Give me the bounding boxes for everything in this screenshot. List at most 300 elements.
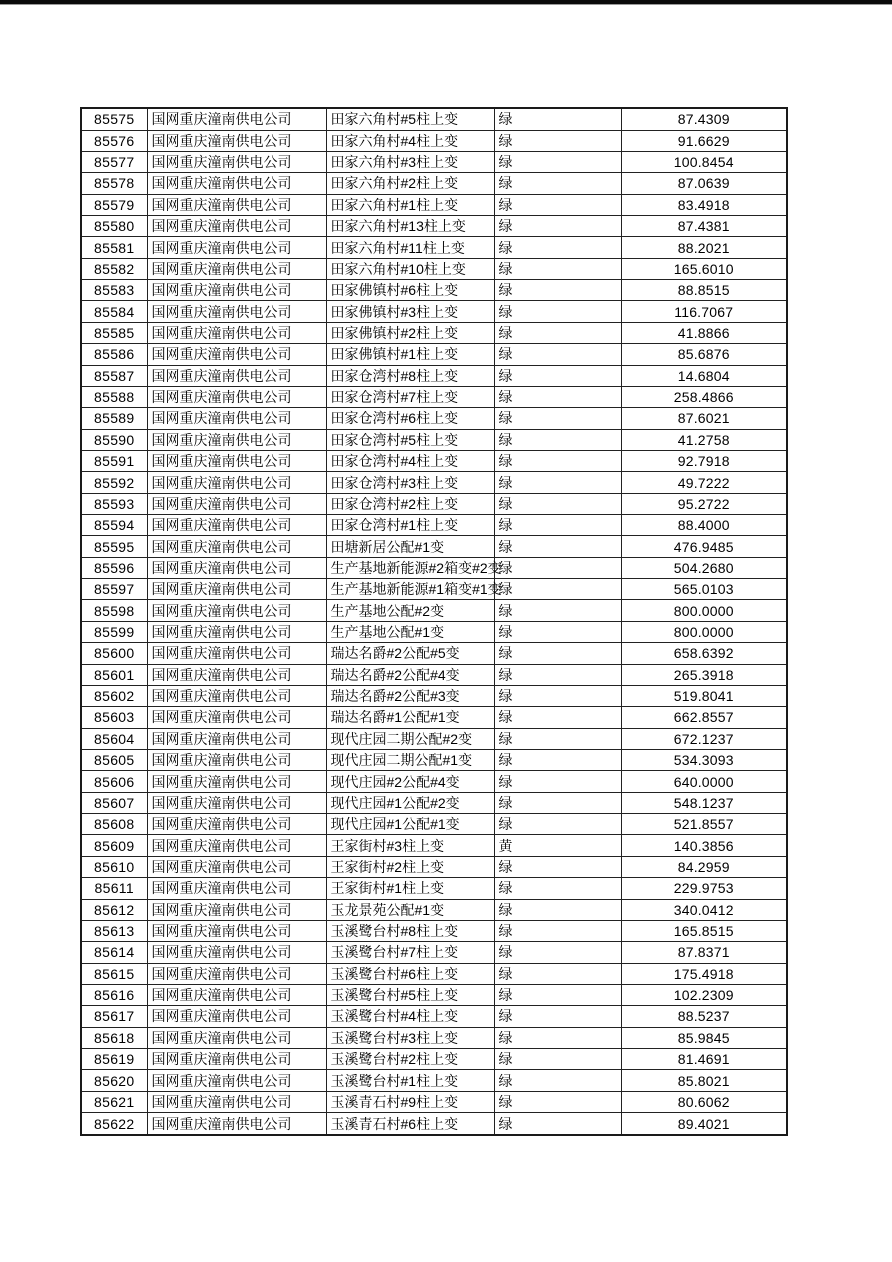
status-cell: 绿	[494, 856, 621, 877]
device-name-text: 玉溪鹭台村#5柱上变	[330, 987, 459, 1004]
value-cell: 84.2959	[621, 856, 787, 877]
device-name-cell	[326, 429, 494, 450]
device-name-text: 田家佛镇村#6柱上变	[330, 282, 459, 299]
status-cell: 绿	[494, 216, 621, 237]
device-name-cell	[326, 301, 494, 322]
row-id-cell: 85582	[81, 258, 147, 279]
company-cell: 国网重庆潼南供电公司	[147, 450, 326, 471]
device-name-cell	[326, 792, 494, 813]
company-cell: 国网重庆潼南供电公司	[147, 984, 326, 1005]
row-id-cell: 85584	[81, 301, 147, 322]
device-name-text: 田塘新居公配#1变	[330, 538, 445, 555]
value-cell: 504.2680	[621, 557, 787, 578]
company-cell: 国网重庆潼南供电公司	[147, 750, 326, 771]
table-row	[81, 771, 787, 792]
device-name-text: 生产基地新能源#1箱变#1变	[330, 581, 502, 598]
device-name-cell	[326, 600, 494, 621]
company-cell: 国网重庆潼南供电公司	[147, 237, 326, 258]
company-cell: 国网重庆潼南供电公司	[147, 130, 326, 151]
company-cell: 国网重庆潼南供电公司	[147, 899, 326, 920]
device-name-cell	[326, 728, 494, 749]
row-id-cell: 85596	[81, 557, 147, 578]
row-id-cell: 85602	[81, 685, 147, 706]
row-id-cell: 85617	[81, 1006, 147, 1027]
table-row	[81, 643, 787, 664]
table-row	[81, 515, 787, 536]
company-cell: 国网重庆潼南供电公司	[147, 322, 326, 343]
value-cell: 41.8866	[621, 322, 787, 343]
device-name-cell	[326, 108, 494, 130]
device-name-cell	[326, 899, 494, 920]
device-name-text: 现代庄园二期公配#1变	[330, 752, 473, 769]
transformer-status-table	[80, 107, 788, 1136]
row-id-cell: 85616	[81, 984, 147, 1005]
value-cell: 88.5237	[621, 1006, 787, 1027]
table-row	[81, 194, 787, 215]
table-row	[81, 301, 787, 322]
status-cell: 绿	[494, 899, 621, 920]
device-name-text: 现代庄园二期公配#2变	[330, 730, 473, 747]
status-cell: 绿	[494, 365, 621, 386]
company-cell: 国网重庆潼南供电公司	[147, 664, 326, 685]
value-cell: 87.4381	[621, 216, 787, 237]
device-name-text: 生产基地公配#2变	[330, 602, 445, 619]
table-row	[81, 493, 787, 514]
device-name-cell	[326, 280, 494, 301]
status-cell: 绿	[494, 429, 621, 450]
status-cell: 绿	[494, 151, 621, 172]
value-cell: 140.3856	[621, 835, 787, 856]
device-name-cell	[326, 344, 494, 365]
status-cell: 绿	[494, 493, 621, 514]
row-id-cell: 85614	[81, 942, 147, 963]
value-cell: 85.6876	[621, 344, 787, 365]
table-row	[81, 942, 787, 963]
device-name-cell	[326, 450, 494, 471]
row-id-cell: 85581	[81, 237, 147, 258]
device-name-text: 玉溪鹭台村#7柱上变	[330, 944, 459, 961]
device-name-cell	[326, 515, 494, 536]
value-cell: 672.1237	[621, 728, 787, 749]
status-cell: 绿	[494, 664, 621, 685]
value-cell: 258.4866	[621, 386, 787, 407]
status-cell: 绿	[494, 685, 621, 706]
device-name-cell	[326, 536, 494, 557]
device-name-text: 田家六角村#5柱上变	[330, 111, 459, 128]
value-cell: 800.0000	[621, 621, 787, 642]
table-row	[81, 664, 787, 685]
company-cell: 国网重庆潼南供电公司	[147, 194, 326, 215]
table-row	[81, 280, 787, 301]
status-cell: 绿	[494, 472, 621, 493]
device-name-cell	[326, 878, 494, 899]
row-id-cell: 85619	[81, 1049, 147, 1070]
device-name-text: 玉溪青石村#9柱上变	[330, 1093, 459, 1110]
company-cell: 国网重庆潼南供电公司	[147, 814, 326, 835]
table-row	[81, 920, 787, 941]
company-cell: 国网重庆潼南供电公司	[147, 536, 326, 557]
company-cell: 国网重庆潼南供电公司	[147, 1113, 326, 1135]
device-name-cell	[326, 151, 494, 172]
row-id-cell: 85609	[81, 835, 147, 856]
status-cell: 绿	[494, 920, 621, 941]
value-cell: 116.7067	[621, 301, 787, 322]
device-name-cell	[326, 835, 494, 856]
device-name-cell	[326, 685, 494, 706]
status-cell: 绿	[494, 771, 621, 792]
value-cell: 91.6629	[621, 130, 787, 151]
status-cell: 绿	[494, 1006, 621, 1027]
value-cell: 88.4000	[621, 515, 787, 536]
company-cell: 国网重庆潼南供电公司	[147, 1027, 326, 1048]
value-cell: 800.0000	[621, 600, 787, 621]
company-cell: 国网重庆潼南供电公司	[147, 344, 326, 365]
company-cell: 国网重庆潼南供电公司	[147, 386, 326, 407]
status-cell: 绿	[494, 237, 621, 258]
device-name-text: 田家六角村#13柱上变	[330, 218, 466, 235]
status-cell: 绿	[494, 728, 621, 749]
table-row	[81, 621, 787, 642]
table-row	[81, 707, 787, 728]
device-name-cell	[326, 173, 494, 194]
status-cell: 绿	[494, 515, 621, 536]
device-name-cell	[326, 194, 494, 215]
row-id-cell: 85589	[81, 408, 147, 429]
table-row	[81, 108, 787, 130]
device-name-text: 田家仓湾村#2柱上变	[330, 495, 459, 512]
company-cell: 国网重庆潼南供电公司	[147, 707, 326, 728]
table-row	[81, 792, 787, 813]
device-name-cell	[326, 664, 494, 685]
row-id-cell: 85597	[81, 579, 147, 600]
status-cell: 绿	[494, 984, 621, 1005]
status-cell: 绿	[494, 301, 621, 322]
company-cell: 国网重庆潼南供电公司	[147, 579, 326, 600]
table-row	[81, 1091, 787, 1112]
company-cell: 国网重庆潼南供电公司	[147, 108, 326, 130]
company-cell: 国网重庆潼南供电公司	[147, 408, 326, 429]
value-cell: 88.8515	[621, 280, 787, 301]
value-cell: 95.2722	[621, 493, 787, 514]
status-cell: 绿	[494, 1027, 621, 1048]
row-id-cell: 85585	[81, 322, 147, 343]
value-cell: 41.2758	[621, 429, 787, 450]
row-id-cell: 85611	[81, 878, 147, 899]
value-cell: 175.4918	[621, 963, 787, 984]
row-id-cell: 85575	[81, 108, 147, 130]
device-name-text: 瑞达名爵#2公配#4变	[330, 666, 460, 683]
device-name-cell	[326, 579, 502, 600]
row-id-cell: 85588	[81, 386, 147, 407]
device-name-cell	[326, 1027, 494, 1048]
status-cell: 绿	[494, 130, 621, 151]
status-cell: 绿	[494, 1113, 621, 1135]
device-name-text: 田家仓湾村#7柱上变	[330, 389, 459, 406]
device-name-cell	[326, 1070, 494, 1091]
device-name-cell	[326, 984, 494, 1005]
row-id-cell: 85577	[81, 151, 147, 172]
company-cell: 国网重庆潼南供电公司	[147, 621, 326, 642]
table-row	[81, 685, 787, 706]
row-id-cell: 85603	[81, 707, 147, 728]
row-id-cell: 85579	[81, 194, 147, 215]
table-row	[81, 750, 787, 771]
table-row	[81, 450, 787, 471]
table-row	[81, 984, 787, 1005]
device-name-text: 玉龙景苑公配#1变	[330, 901, 445, 918]
table-row	[81, 878, 787, 899]
value-cell: 87.4309	[621, 108, 787, 130]
row-id-cell: 85613	[81, 920, 147, 941]
table-row	[81, 1027, 787, 1048]
value-cell: 534.3093	[621, 750, 787, 771]
table-row	[81, 1113, 787, 1135]
company-cell: 国网重庆潼南供电公司	[147, 151, 326, 172]
table-row	[81, 536, 787, 557]
value-cell: 83.4918	[621, 194, 787, 215]
value-cell: 521.8557	[621, 814, 787, 835]
row-id-cell: 85580	[81, 216, 147, 237]
device-name-text: 玉溪鹭台村#2柱上变	[330, 1051, 459, 1068]
device-name-text: 生产基地公配#1变	[330, 624, 445, 641]
device-name-cell	[326, 963, 494, 984]
company-cell: 国网重庆潼南供电公司	[147, 685, 326, 706]
value-cell: 662.8557	[621, 707, 787, 728]
row-id-cell: 85599	[81, 621, 147, 642]
device-name-text: 王家街村#3柱上变	[330, 837, 445, 854]
company-cell: 国网重庆潼南供电公司	[147, 429, 326, 450]
company-cell: 国网重庆潼南供电公司	[147, 942, 326, 963]
device-name-text: 瑞达名爵#2公配#5变	[330, 645, 460, 662]
device-name-text: 现代庄园#2公配#4变	[330, 773, 460, 790]
table-row	[81, 130, 787, 151]
status-cell: 绿	[494, 750, 621, 771]
table-row	[81, 344, 787, 365]
device-name-cell	[326, 365, 494, 386]
row-id-cell: 85576	[81, 130, 147, 151]
table-row	[81, 1006, 787, 1027]
status-cell: 绿	[494, 557, 621, 578]
device-name-text: 瑞达名爵#2公配#3变	[330, 688, 460, 705]
value-cell: 476.9485	[621, 536, 787, 557]
device-name-text: 玉溪青石村#6柱上变	[330, 1115, 459, 1132]
table-row	[81, 429, 787, 450]
device-name-cell	[326, 408, 494, 429]
table-row	[81, 963, 787, 984]
value-cell: 100.8454	[621, 151, 787, 172]
row-id-cell: 85612	[81, 899, 147, 920]
row-id-cell: 85604	[81, 728, 147, 749]
row-id-cell: 85592	[81, 472, 147, 493]
status-cell: 绿	[494, 258, 621, 279]
company-cell: 国网重庆潼南供电公司	[147, 835, 326, 856]
status-cell: 绿	[494, 108, 621, 130]
device-name-cell	[326, 130, 494, 151]
table-row	[81, 216, 787, 237]
table-row	[81, 728, 787, 749]
device-name-cell	[326, 814, 494, 835]
row-id-cell: 85610	[81, 856, 147, 877]
table-row	[81, 151, 787, 172]
status-cell: 绿	[494, 408, 621, 429]
row-id-cell: 85595	[81, 536, 147, 557]
device-name-text: 王家街村#1柱上变	[330, 880, 445, 897]
value-cell: 102.2309	[621, 984, 787, 1005]
value-cell: 519.8041	[621, 685, 787, 706]
device-name-cell	[326, 1113, 494, 1135]
company-cell: 国网重庆潼南供电公司	[147, 643, 326, 664]
status-cell: 绿	[494, 1091, 621, 1112]
row-id-cell: 85593	[81, 493, 147, 514]
company-cell: 国网重庆潼南供电公司	[147, 920, 326, 941]
company-cell: 国网重庆潼南供电公司	[147, 963, 326, 984]
company-cell: 国网重庆潼南供电公司	[147, 472, 326, 493]
device-name-text: 玉溪鹭台村#4柱上变	[330, 1008, 459, 1025]
status-cell: 黄	[494, 835, 621, 856]
status-cell: 绿	[494, 707, 621, 728]
device-name-text: 玉溪鹭台村#3柱上变	[330, 1029, 459, 1046]
row-id-cell: 85618	[81, 1027, 147, 1048]
status-cell: 绿	[494, 621, 621, 642]
status-cell: 绿	[494, 280, 621, 301]
device-name-cell	[326, 1006, 494, 1027]
status-cell: 绿	[494, 963, 621, 984]
value-cell: 92.7918	[621, 450, 787, 471]
device-name-text: 田家仓湾村#4柱上变	[330, 453, 459, 470]
row-id-cell: 85578	[81, 173, 147, 194]
table-row	[81, 814, 787, 835]
status-cell: 绿	[494, 173, 621, 194]
table-row	[81, 600, 787, 621]
value-cell: 14.6804	[621, 365, 787, 386]
row-id-cell: 85620	[81, 1070, 147, 1091]
value-cell: 81.4691	[621, 1049, 787, 1070]
device-name-cell	[326, 707, 494, 728]
device-name-text: 现代庄园#1公配#2变	[330, 794, 460, 811]
company-cell: 国网重庆潼南供电公司	[147, 1091, 326, 1112]
status-cell: 绿	[494, 386, 621, 407]
table-row	[81, 1070, 787, 1091]
device-name-cell	[326, 472, 494, 493]
table-row	[81, 835, 787, 856]
value-cell: 658.6392	[621, 643, 787, 664]
status-cell: 绿	[494, 579, 621, 600]
page-top-border	[0, 0, 892, 5]
status-cell: 绿	[494, 1070, 621, 1091]
device-name-text: 玉溪鹭台村#8柱上变	[330, 923, 459, 940]
device-name-cell	[326, 216, 494, 237]
row-id-cell: 85605	[81, 750, 147, 771]
value-cell: 165.8515	[621, 920, 787, 941]
device-name-text: 田家仓湾村#6柱上变	[330, 410, 459, 427]
row-id-cell: 85621	[81, 1091, 147, 1112]
value-cell: 88.2021	[621, 237, 787, 258]
row-id-cell: 85587	[81, 365, 147, 386]
row-id-cell: 85591	[81, 450, 147, 471]
company-cell: 国网重庆潼南供电公司	[147, 216, 326, 237]
device-name-text: 田家仓湾村#5柱上变	[330, 431, 459, 448]
device-name-cell	[326, 493, 494, 514]
device-name-cell	[326, 920, 494, 941]
device-name-cell	[326, 557, 502, 578]
row-id-cell: 85583	[81, 280, 147, 301]
value-cell: 85.9845	[621, 1027, 787, 1048]
device-name-cell	[326, 750, 494, 771]
device-name-cell	[326, 386, 494, 407]
value-cell: 165.6010	[621, 258, 787, 279]
company-cell: 国网重庆潼南供电公司	[147, 258, 326, 279]
company-cell: 国网重庆潼南供电公司	[147, 1006, 326, 1027]
row-id-cell: 85622	[81, 1113, 147, 1135]
value-cell: 565.0103	[621, 579, 787, 600]
company-cell: 国网重庆潼南供电公司	[147, 557, 326, 578]
device-name-cell	[326, 771, 494, 792]
table-row	[81, 258, 787, 279]
device-name-text: 现代庄园#1公配#1变	[330, 816, 460, 833]
value-cell: 87.0639	[621, 173, 787, 194]
device-name-cell	[326, 258, 494, 279]
device-name-cell	[326, 621, 494, 642]
value-cell: 49.7222	[621, 472, 787, 493]
company-cell: 国网重庆潼南供电公司	[147, 600, 326, 621]
device-name-text: 田家六角村#11柱上变	[330, 239, 465, 256]
device-name-cell	[326, 1049, 494, 1070]
row-id-cell: 85594	[81, 515, 147, 536]
status-cell: 绿	[494, 942, 621, 963]
device-name-text: 生产基地新能源#2箱变#2变	[330, 559, 502, 576]
device-name-text: 王家街村#2柱上变	[330, 858, 445, 875]
company-cell: 国网重庆潼南供电公司	[147, 792, 326, 813]
table-row	[81, 579, 787, 600]
device-name-text: 田家六角村#10柱上变	[330, 260, 466, 277]
device-name-cell	[326, 1091, 494, 1112]
value-cell: 265.3918	[621, 664, 787, 685]
company-cell: 国网重庆潼南供电公司	[147, 515, 326, 536]
company-cell: 国网重庆潼南供电公司	[147, 1070, 326, 1091]
row-id-cell: 85601	[81, 664, 147, 685]
status-cell: 绿	[494, 600, 621, 621]
company-cell: 国网重庆潼南供电公司	[147, 1049, 326, 1070]
device-name-cell	[326, 856, 494, 877]
device-name-cell	[326, 643, 494, 664]
status-cell: 绿	[494, 1049, 621, 1070]
table-row	[81, 365, 787, 386]
table-row	[81, 472, 787, 493]
device-name-text: 田家佛镇村#3柱上变	[330, 303, 459, 320]
company-cell: 国网重庆潼南供电公司	[147, 771, 326, 792]
company-cell: 国网重庆潼南供电公司	[147, 301, 326, 322]
value-cell: 229.9753	[621, 878, 787, 899]
company-cell: 国网重庆潼南供电公司	[147, 365, 326, 386]
row-id-cell: 85606	[81, 771, 147, 792]
table-row	[81, 899, 787, 920]
value-cell: 80.6062	[621, 1091, 787, 1112]
company-cell: 国网重庆潼南供电公司	[147, 878, 326, 899]
value-cell: 89.4021	[621, 1113, 787, 1135]
device-name-text: 田家六角村#3柱上变	[330, 154, 459, 171]
device-name-text: 玉溪鹭台村#6柱上变	[330, 965, 459, 982]
row-id-cell: 85598	[81, 600, 147, 621]
table-row	[81, 557, 787, 578]
table-row	[81, 1049, 787, 1070]
table-row	[81, 237, 787, 258]
device-name-text: 田家佛镇村#2柱上变	[330, 324, 459, 341]
company-cell: 国网重庆潼南供电公司	[147, 856, 326, 877]
value-cell: 87.8371	[621, 942, 787, 963]
table-row	[81, 386, 787, 407]
device-name-text: 瑞达名爵#1公配#1变	[330, 709, 460, 726]
status-cell: 绿	[494, 194, 621, 215]
